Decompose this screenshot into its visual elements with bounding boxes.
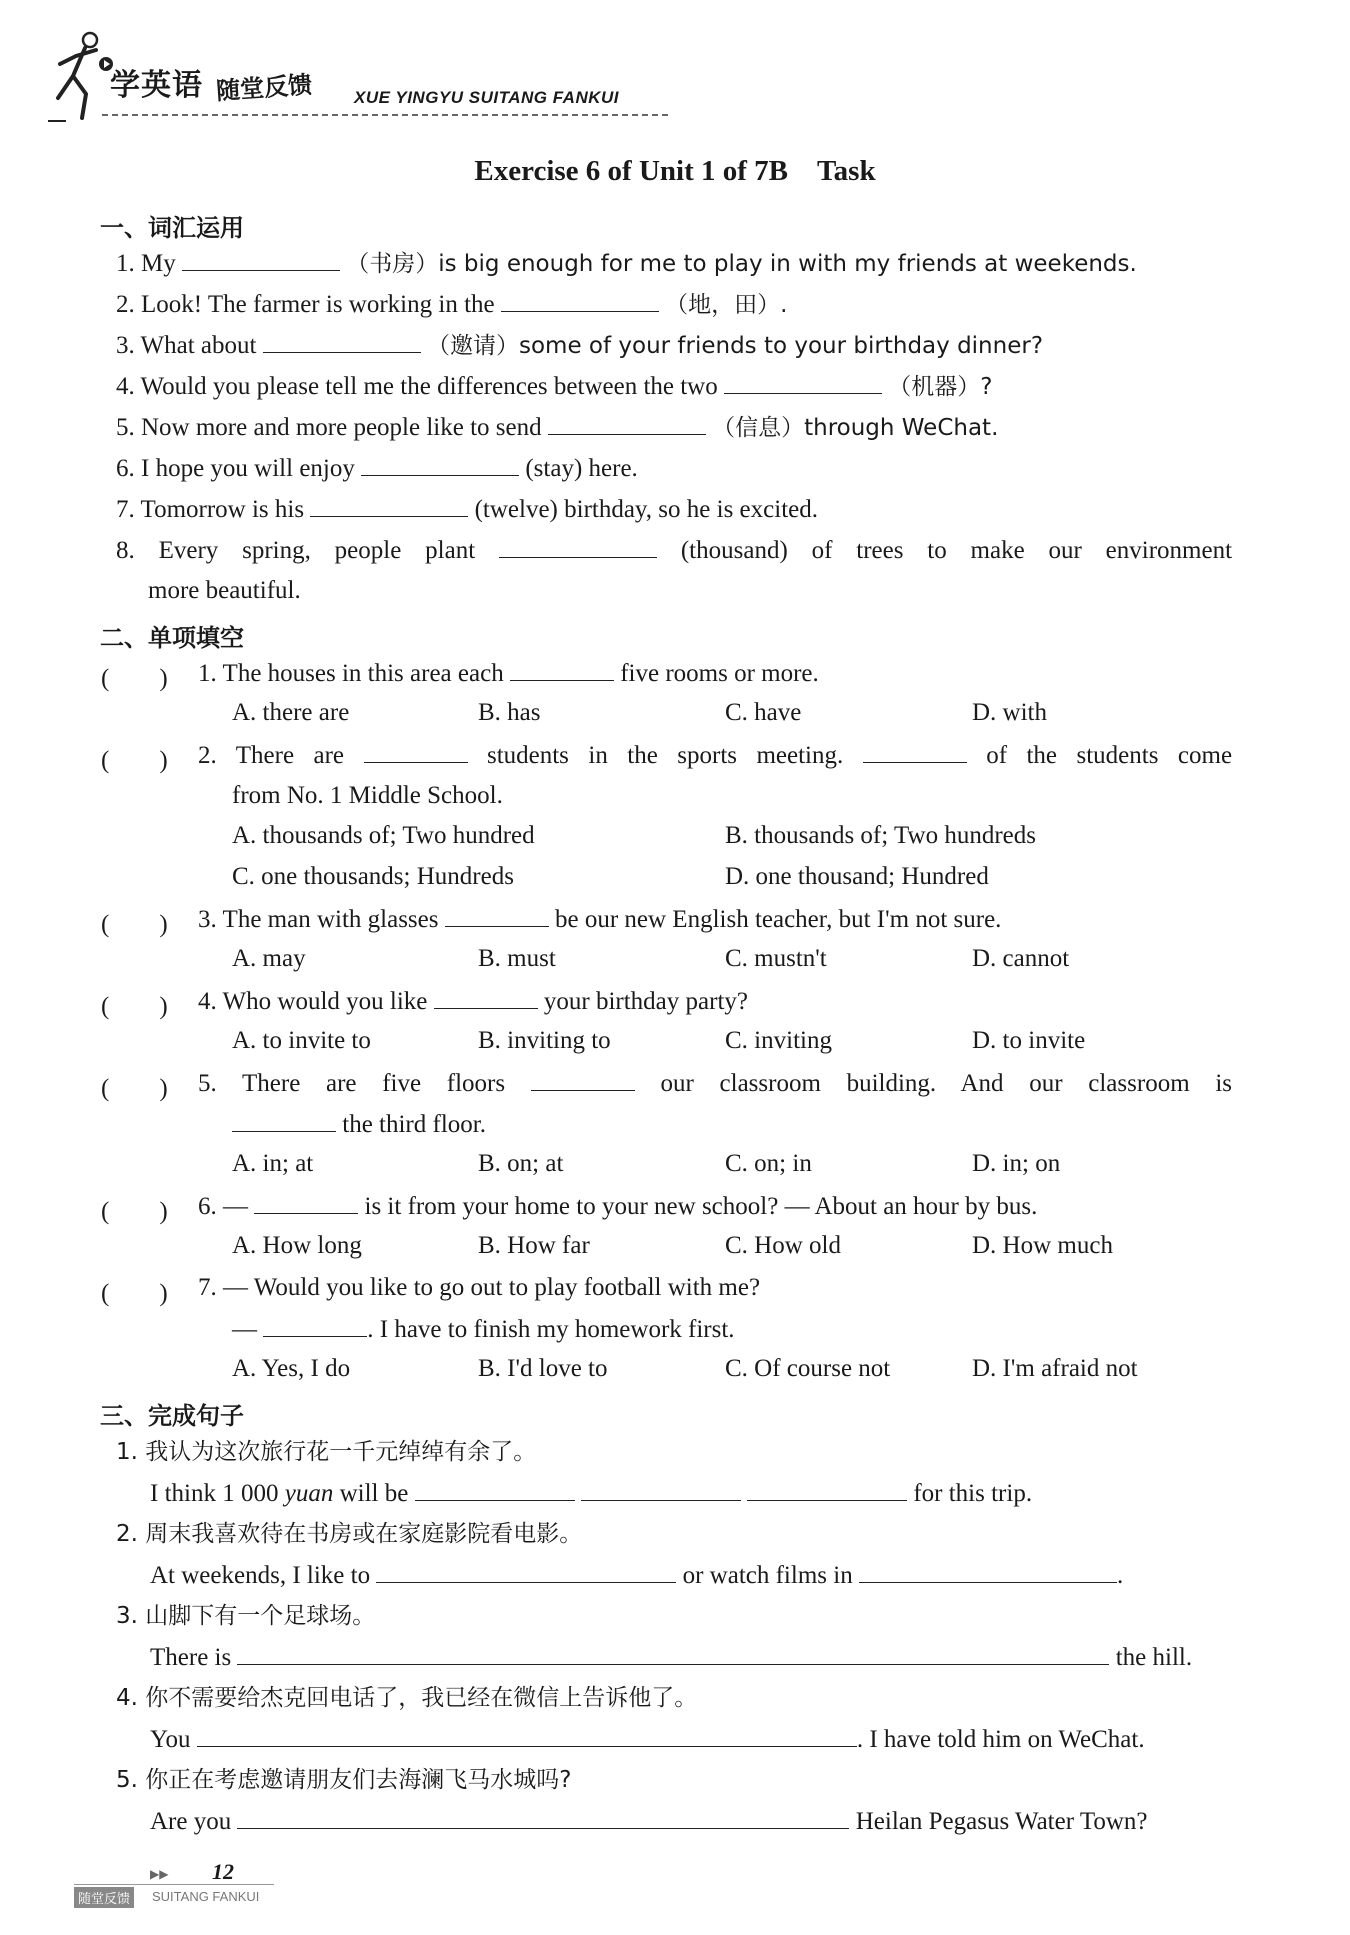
option-a[interactable]: A. in; at: [232, 1150, 314, 1177]
sentence-2-chinese: 2. 周末我喜欢待在书房或在家庭影院看电影。: [116, 1521, 583, 1547]
answer-blank[interactable]: [548, 412, 706, 435]
answer-blank[interactable]: [415, 1478, 575, 1501]
sentence-5-english: Are you Heilan Pegasus Water Town?: [150, 1808, 1148, 1835]
answer-blank[interactable]: [237, 1642, 1109, 1665]
option-a[interactable]: A. there are: [232, 699, 350, 726]
vocab-question-5: 5. Now more and more people like to send （信息）through WeChat.: [116, 414, 999, 441]
vocab-question-6: 6. I hope you will enjoy (stay) here.: [116, 455, 638, 482]
option-d[interactable]: D. How much: [972, 1232, 1113, 1259]
footer-label-pinyin: SUITANG FANKUI: [152, 1889, 260, 1904]
sentence-4-english: You . I have told him on WeChat.: [150, 1726, 1145, 1753]
footer-divider: [74, 1884, 274, 1885]
answer-blank[interactable]: [237, 1806, 849, 1829]
answer-bracket[interactable]: ( ): [101, 1075, 168, 1102]
mc-question-6: 6. — is it from your home to your new school? — About an hour by bus.: [198, 1193, 1038, 1220]
option-c[interactable]: C. have: [725, 699, 802, 726]
sentence-1-english: I think 1 000 yuan will be for this trip.: [150, 1480, 1033, 1507]
sentence-4-chinese: 4. 你不需要给杰克回电话了，我已经在微信上告诉他了。: [116, 1685, 698, 1711]
option-a[interactable]: A. How long: [232, 1232, 362, 1259]
mc-question-5-cont: the third floor.: [232, 1109, 486, 1140]
vocab-question-8: 8. Every spring, people plant (thousand) of trees to make our environment: [116, 537, 1233, 564]
option-d[interactable]: D. with: [972, 699, 1047, 726]
option-b[interactable]: B. has: [478, 699, 541, 726]
answer-blank[interactable]: [859, 1560, 1117, 1583]
option-d[interactable]: D. cannot: [972, 945, 1070, 972]
option-b[interactable]: B. I'd love to: [478, 1355, 608, 1382]
answer-blank: [863, 740, 967, 763]
option-c[interactable]: C. inviting: [725, 1027, 832, 1054]
option-a[interactable]: A. thousands of; Two hundred: [232, 822, 535, 849]
sentence-5-chinese: 5. 你正在考虑邀请朋友们去海澜飞马水城吗?: [116, 1767, 572, 1793]
answer-blank[interactable]: [747, 1478, 907, 1501]
vocab-question-3: 3. What about （邀请）some of your friends to your birthday dinner?: [116, 332, 1044, 359]
option-d[interactable]: D. to invite: [972, 1027, 1086, 1054]
option-b[interactable]: B. inviting to: [478, 1027, 611, 1054]
answer-blank: [434, 986, 538, 1009]
answer-blank[interactable]: [724, 371, 882, 394]
answer-blank: [510, 658, 614, 681]
option-d[interactable]: D. I'm afraid not: [972, 1355, 1138, 1382]
answer-blank: [232, 1109, 336, 1132]
answer-bracket[interactable]: ( ): [101, 1198, 168, 1225]
answer-blank[interactable]: [182, 248, 340, 271]
option-c[interactable]: C. Of course not: [725, 1355, 891, 1382]
brand-chinese: 学英语: [110, 68, 203, 103]
answer-bracket[interactable]: ( ): [101, 911, 168, 938]
option-c[interactable]: C. on; in: [725, 1150, 812, 1177]
vocab-question-8-cont: more beautiful.: [148, 577, 301, 604]
page-number: 12: [212, 1859, 234, 1884]
option-a[interactable]: A. to invite to: [232, 1027, 371, 1054]
section-heading-vocabulary: 一、词汇运用: [100, 214, 244, 242]
header: [38, 26, 638, 130]
answer-bracket[interactable]: ( ): [101, 993, 168, 1020]
option-d[interactable]: D. one thousand; Hundred: [725, 863, 989, 890]
footer-label-box: 随堂反馈: [74, 1887, 134, 1908]
mc-question-5: 5. There are five floors our classroom building. And our classroom is: [198, 1070, 1233, 1097]
answer-bracket[interactable]: ( ): [101, 747, 168, 774]
answer-blank: [263, 1314, 367, 1337]
footer-arrows-icon: ▶▶: [150, 1867, 169, 1881]
answer-blank: [531, 1068, 635, 1091]
mc-question-3: 3. The man with glasses be our new English teacher, but I'm not sure.: [198, 906, 1002, 933]
answer-blank[interactable]: [263, 330, 421, 353]
section-heading-multiple-choice: 二、单项填空: [100, 624, 244, 652]
vocab-question-7: 7. Tomorrow is his (twelve) birthday, so he is excited.: [116, 496, 818, 523]
mc-question-2: 2. There are students in the sports meeting. of the students come: [198, 742, 1233, 769]
option-c[interactable]: C. How old: [725, 1232, 841, 1259]
option-b[interactable]: B. How far: [478, 1232, 590, 1259]
brand-subtitle: 随堂反馈: [215, 70, 314, 106]
mc-question-4: 4. Who would you like your birthday party?: [198, 988, 748, 1015]
answer-blank: [254, 1191, 358, 1214]
answer-blank[interactable]: [376, 1560, 676, 1583]
option-d[interactable]: D. in; on: [972, 1150, 1061, 1177]
option-b[interactable]: B. must: [478, 945, 556, 972]
vocab-question-4: 4. Would you please tell me the differences between the two （机器）?: [116, 373, 993, 400]
answer-blank: [445, 904, 549, 927]
section-heading-complete-sentences: 三、完成句子: [100, 1402, 244, 1430]
mc-question-2-cont: from No. 1 Middle School.: [232, 782, 503, 809]
sentence-3-english: There is the hill.: [150, 1644, 1193, 1671]
answer-blank[interactable]: [499, 535, 657, 558]
vocab-question-2: 2. Look! The farmer is working in the （地，田）.: [116, 291, 788, 318]
option-b[interactable]: B. on; at: [478, 1150, 564, 1177]
mc-question-7: 7. — Would you like to go out to play football with me?: [198, 1274, 761, 1301]
answer-blank[interactable]: [501, 289, 659, 312]
answer-bracket[interactable]: ( ): [101, 1280, 168, 1307]
answer-blank: [364, 740, 468, 763]
brand-pinyin: XUE YINGYU SUITANG FANKUI: [354, 88, 620, 107]
sentence-3-chinese: 3. 山脚下有一个足球场。: [116, 1603, 376, 1629]
answer-bracket[interactable]: ( ): [101, 665, 168, 692]
runner-logo-icon: [38, 26, 118, 126]
mc-question-1: 1. The houses in this area each five rooms or more.: [198, 660, 819, 687]
sentence-1-chinese: 1. 我认为这次旅行花一千元绰绰有余了。: [116, 1439, 537, 1465]
answer-blank[interactable]: [310, 494, 468, 517]
sentence-2-english: At weekends, I like to or watch films in .: [150, 1562, 1124, 1589]
option-b[interactable]: B. thousands of; Two hundreds: [725, 822, 1036, 849]
option-a[interactable]: A. Yes, I do: [232, 1355, 351, 1382]
vocab-question-1: 1. My （书房）is big enough for me to play in with my friends at weekends.: [116, 250, 1137, 277]
header-divider: [102, 114, 668, 116]
option-c[interactable]: C. mustn't: [725, 945, 827, 972]
answer-blank[interactable]: [581, 1478, 741, 1501]
answer-blank[interactable]: [361, 453, 519, 476]
page-title: Exercise 6 of Unit 1 of 7B Task: [474, 155, 876, 187]
mc-question-7-cont: — . I have to finish my homework first.: [232, 1316, 735, 1343]
option-a[interactable]: A. may: [232, 945, 306, 972]
answer-blank[interactable]: [197, 1724, 857, 1747]
option-c[interactable]: C. one thousands; Hundreds: [232, 863, 514, 890]
